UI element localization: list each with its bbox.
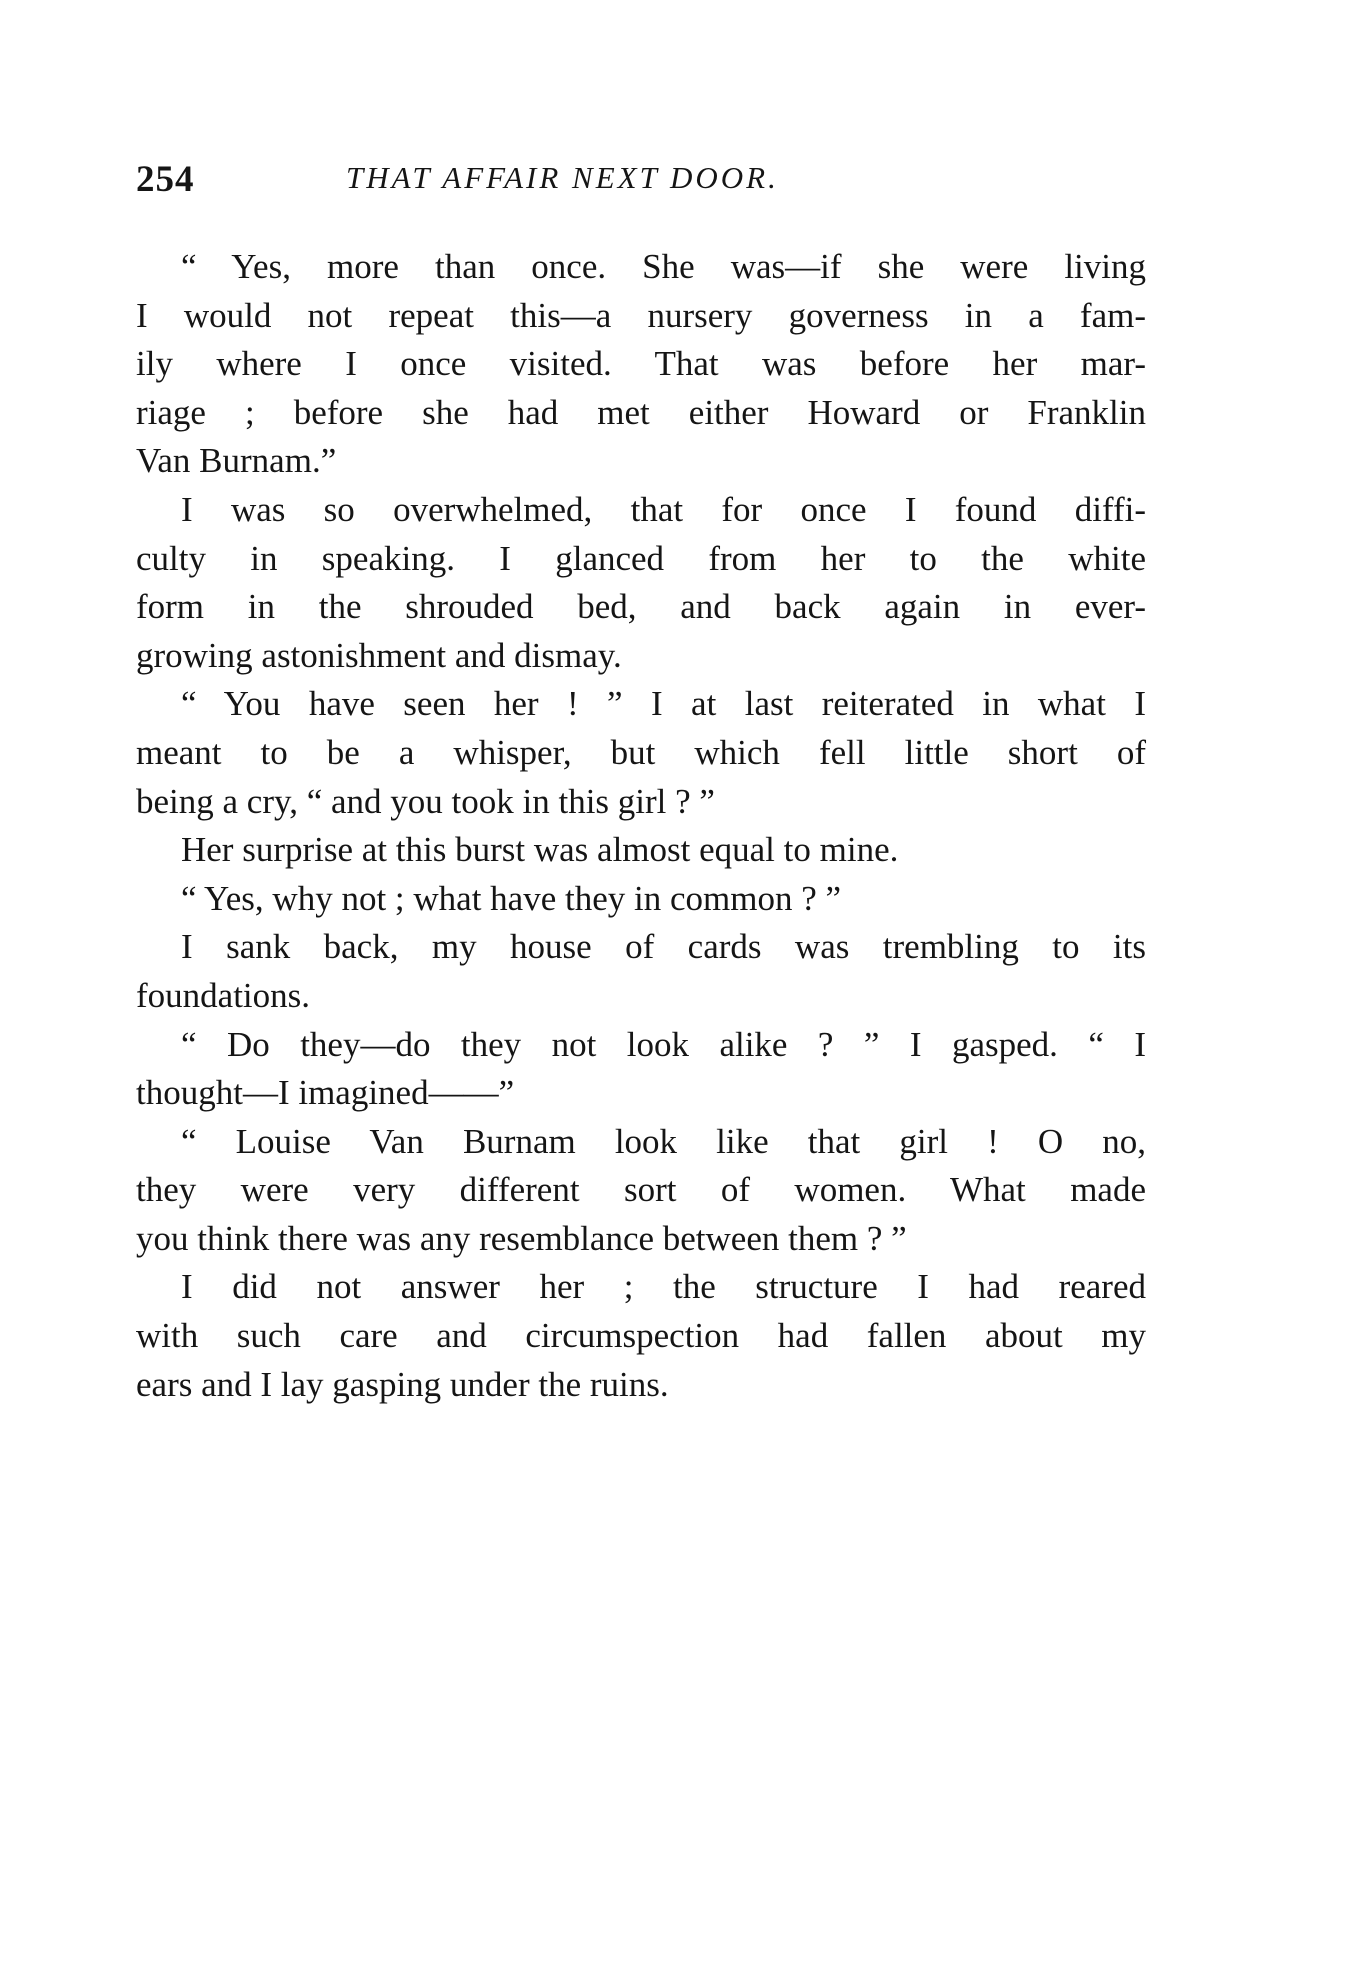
text-line: culty in speaking. I glanced from her to the white: [136, 538, 1146, 578]
text-line: foundations.: [136, 975, 311, 1015]
text-line: riage ; before she had met either Howard or Franklin: [136, 392, 1146, 432]
text-line: I was so overwhelmed, that for once I found diffi-: [181, 489, 1146, 529]
text-line: meant to be a whisper, but which fell little short of: [136, 732, 1146, 772]
text-line: growing astonishment and dismay.: [136, 635, 622, 675]
running-head: [136, 158, 1146, 210]
text-line: “ Yes, why not ; what have they in common ? ”: [181, 878, 842, 918]
page-number: 254: [136, 159, 195, 200]
text-line: ears and I lay gasping under the ruins.: [136, 1364, 669, 1404]
body-text: [136, 243, 1146, 1409]
text-line: ily where I once visited. That was before her mar-: [136, 344, 1146, 384]
text-line: being a cry, “ and you took in this girl ? ”: [136, 781, 715, 821]
text-line: I sank back, my house of cards was trembling to its: [181, 927, 1146, 967]
text-line: I did not answer her ; the structure I had reared: [181, 1267, 1146, 1307]
text-line: form in the shrouded bed, and back again in ever-: [136, 587, 1146, 627]
text-line: Her surprise at this burst was almost equal to mine.: [181, 830, 899, 870]
text-line: Van Burnam.”: [136, 441, 337, 481]
text-line: “ Do they—do they not look alike ? ” I gasped. “ I: [181, 1024, 1146, 1064]
text-line: with such care and circumspection had fallen about my: [136, 1316, 1146, 1356]
text-line: “ You have seen her ! ” I at last reiterated in what I: [181, 684, 1146, 724]
text-line: “ Yes, more than once. She was—if she were living: [181, 247, 1146, 286]
text-line: I would not repeat this—a nursery governess in a fam-: [136, 295, 1146, 335]
text-line: thought—I imagined——”: [136, 1073, 515, 1113]
text-line: you think there was any resemblance between them ? ”: [136, 1218, 907, 1258]
text-line: they were very different sort of women. What made: [136, 1170, 1146, 1210]
running-title: THAT AFFAIR NEXT DOOR.: [346, 160, 779, 195]
text-line: “ Louise Van Burnam look like that girl ! O no,: [181, 1121, 1146, 1161]
